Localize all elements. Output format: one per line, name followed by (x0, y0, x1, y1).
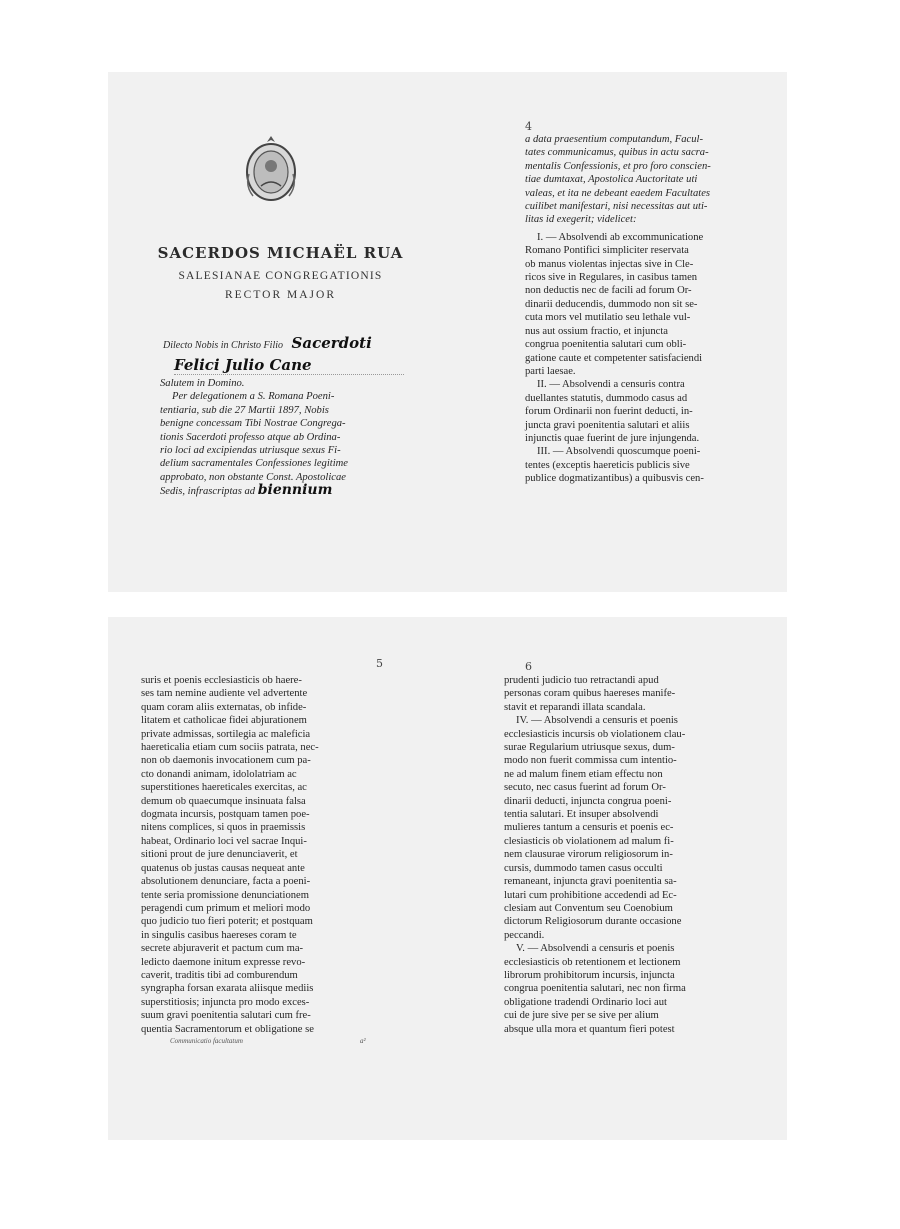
address-name-line (174, 355, 404, 375)
text-line: benigne concessam Tibi Nostrae Congrega- (160, 418, 346, 430)
text-line: rio loci ad excipiendas utriusque sexus Fi- (160, 445, 341, 457)
text-line: quo judicio tuo fieri poterit; et postquam (141, 916, 313, 928)
text-line: surae Regularium utriusque sexus, dum- (504, 742, 675, 754)
document-page-5 (108, 617, 453, 1140)
text-line: syngrapha forsan exarata aliisque mediis (141, 983, 314, 995)
text-line: V. — Absolvendi a censuris et poenis (516, 943, 675, 955)
document-page-3 (108, 72, 453, 592)
text-fragment: Sedis, infrascriptas ad (160, 486, 256, 498)
text-line: forum Ordinarii non fuerint deducti, in- (525, 406, 693, 418)
text-line: ecclesiasticis ob retentionem et lectionem (504, 956, 681, 968)
text-line: congrua poenitentia salutari cum obli- (525, 339, 687, 351)
text-line: dinarii deducti, injuncta congrua poeni- (504, 795, 672, 807)
subtitle-congregation: SALESIANAE CONGREGATIONIS (178, 270, 383, 282)
text-line: absolutionem denunciare, facta a poeni- (141, 876, 311, 888)
text-line: ne ad malum finem etiam effectu non (504, 768, 663, 780)
text-line: personas coram quibus haereses manife- (504, 688, 676, 700)
text-line: clesiam aut Conventum seu Coenobium (504, 902, 673, 914)
text-line: parti laesae. (525, 365, 576, 377)
text-line-final (160, 484, 400, 498)
text-line: dinarii deducendis, dummodo non sit se- (525, 298, 698, 310)
text-line: dogmata incursis, postquam tamen poe- (141, 809, 310, 821)
text-line: quentia Sacramentorum et obligatione se (141, 1023, 314, 1035)
text-line: remaneant, injuncta gravi poenitentia sa- (504, 876, 677, 888)
text-line: demum ob quaecumque insinuata falsa (141, 795, 306, 807)
text-line: cuilibet manifestari, nisi necessitas aut uti- (525, 201, 708, 213)
text-line: IV. — Absolvendi a censuris et poenis (516, 715, 678, 727)
footer-signature-number: a² (360, 1037, 366, 1045)
text-line: habeat, Ordinario loci vel sacrae Inqui- (141, 835, 307, 847)
text-line: quam coram aliis externatas, ob infide- (141, 701, 307, 713)
text-line: sitioni prout de jure denunciaverit, et (141, 849, 298, 861)
address-line (163, 334, 413, 352)
document-page-4 (453, 72, 787, 592)
text-line: a data praesentium computandum, Facul- (525, 134, 704, 145)
text-line: gatione caute et competenter satisfaciendi (525, 352, 703, 364)
handwritten-sacerdoti: Sacerdoti (291, 334, 372, 352)
text-line: cui de jure sive per se sive per alium (504, 1010, 659, 1022)
text-line: peccandi. (504, 929, 545, 941)
text-line: mentalis Confessionis, et pro foro conscien- (525, 160, 711, 172)
text-line: ricos sive in Regulares, in casibus tamen (525, 272, 698, 284)
text-line: tente seria promissione denunciationem (141, 889, 309, 901)
text-line: approbato, non obstante Const. Apostolicae (160, 471, 346, 483)
text-line: lutari cum prohibitione accedendi ad Ec- (504, 889, 677, 901)
text-line: nus aut ossium fractio, et injuncta (525, 325, 668, 337)
text-line: valeas, et ita ne debeant eaedem Facultates (525, 187, 711, 199)
text-line: suris et poenis ecclesiasticis ob haere- (141, 675, 302, 686)
text-line: congrua poenitentia salutari, nec non firma (504, 983, 686, 995)
text-line: dictorum Religiosorum durante occasione (504, 916, 682, 928)
text-line: tates communicamus, quibus in actu sacra- (525, 147, 709, 159)
text-line: tiae dumtaxat, Apostolica Auctoritate uti (525, 174, 698, 186)
text-line: III. — Absolvendi quoscumque poeni- (537, 446, 701, 458)
text-line: stavit et reparandi illata scandala. (504, 701, 646, 713)
text-line: superstitiones haereticales exercitas, ac (141, 782, 307, 794)
text-line: delium sacramentales Confessiones legitime (160, 458, 349, 470)
text-line: non ob daemonis invocationem cum pa- (141, 755, 311, 767)
text-line: caverit, traditis tibi ad comburendum (141, 969, 298, 981)
salesian-seal-emblem (243, 134, 299, 204)
text-line: modo non fuerit commissa cum intentio- (504, 755, 677, 767)
footer-signature-mark: Communicatio facultatum (170, 1037, 243, 1045)
page5-body (141, 674, 384, 1036)
text-line: nem clausurae virorum religiosorum in- (504, 849, 673, 861)
page-number: 4 (525, 120, 532, 133)
title-sacerdos: SACERDOS MICHAËL RUA (157, 244, 404, 262)
text-line: injunctis quae fuerint de jure injungenda. (525, 432, 700, 444)
text-line: Per delegationem a S. Romana Poeni- (172, 391, 335, 403)
text-line: ecclesiasticis incursis ob violationem clau- (504, 728, 686, 740)
address-prefix: Dilecto Nobis in Christo Filio (163, 340, 284, 351)
text-line: cursis, dummodo tamen casus occulti (504, 862, 663, 874)
text-line: publice dogmatizantibus) a quibusvis cen- (525, 473, 704, 485)
handwritten-name: Felici Julio Cane (174, 356, 312, 374)
text-line: secuto, nec casus fuerint ad forum Or- (504, 782, 666, 794)
text-line: juncta gravi poenitentia salutari et aliis (525, 419, 690, 431)
page-number: 5 (376, 657, 383, 670)
page4-body (525, 133, 755, 486)
text-line: superstitiosis; injuncta pro modo exces- (141, 996, 310, 1008)
text-line: II. — Absolvendi a censuris contra (537, 379, 685, 391)
text-line: non deductis nec de facili ad forum Or- (525, 285, 692, 297)
text-line: peragendi cum primum et meliori modo (141, 902, 311, 914)
page-number: 6 (525, 660, 532, 673)
handwritten-biennium: biennium (257, 482, 333, 499)
text-line: in singulis casibus haereses coram te (141, 929, 297, 941)
text-line: Romano Pontifici simpliciter reservata (525, 245, 689, 257)
text-line: ses tam nemine audiente vel advertente (141, 688, 308, 700)
text-line: cuta mors vel mutilatio seu lethale vul- (525, 312, 691, 324)
text-line: quatenus ob justas causas nequeat ante (141, 862, 305, 874)
text-line: nitens complices, si quos in praemissis (141, 822, 306, 834)
text-line: Salutem in Domino. (160, 378, 245, 389)
text-line: ob manus violentas injectas sive in Cle- (525, 258, 694, 270)
text-line: tentiaria, sub die 27 Martii 1897, Nobis (160, 404, 329, 416)
text-line: obligatione tradendi Ordinario loci aut (504, 996, 667, 1008)
text-line: tionis Sacerdoti professo atque ab Ordina- (160, 431, 341, 443)
text-line: secrete abjuraverit et pactum cum ma- (141, 943, 304, 955)
text-line: librorum prohibitorum incursis, injuncta (504, 969, 675, 981)
text-line: litas id exegerit; videlicet: (525, 214, 637, 226)
text-line: private admissas, sortilegia ac maleficia (141, 728, 311, 740)
text-line: suum gravi poenitentia salutari cum fre- (141, 1010, 311, 1022)
text-line: tentes (exceptis haereticis publicis sive (525, 459, 690, 471)
text-line: absque ulla mora et quantum fieri potest (504, 1023, 675, 1035)
subtitle-rector-major: RECTOR MAJOR (224, 289, 336, 301)
text-line: I. — Absolvendi ab excommunicatione (537, 231, 704, 243)
text-line: tentia salutari. Et insuper absolvendi (504, 809, 659, 821)
text-line: haereticalia etiam cum sociis patrata, nec- (141, 742, 319, 754)
text-line: mulieres tantum a censuris et poenis ec- (504, 822, 674, 834)
text-line: cto donandi animam, idololatriam ac (141, 768, 297, 780)
text-line: ledicto daemone initum expresse revo- (141, 956, 306, 968)
text-line: duellantes statutis, dummodo casus ad (525, 392, 688, 404)
document-page-6 (453, 617, 787, 1140)
text-line: litatem et catholicae fidei abjurationem (141, 715, 307, 727)
text-line: clesiasticis ob violationem ad malum fi- (504, 835, 674, 847)
page6-body (504, 674, 752, 1036)
text-line: prudenti judicio tuo retractandi apud (504, 675, 659, 686)
page3-body (160, 377, 400, 499)
